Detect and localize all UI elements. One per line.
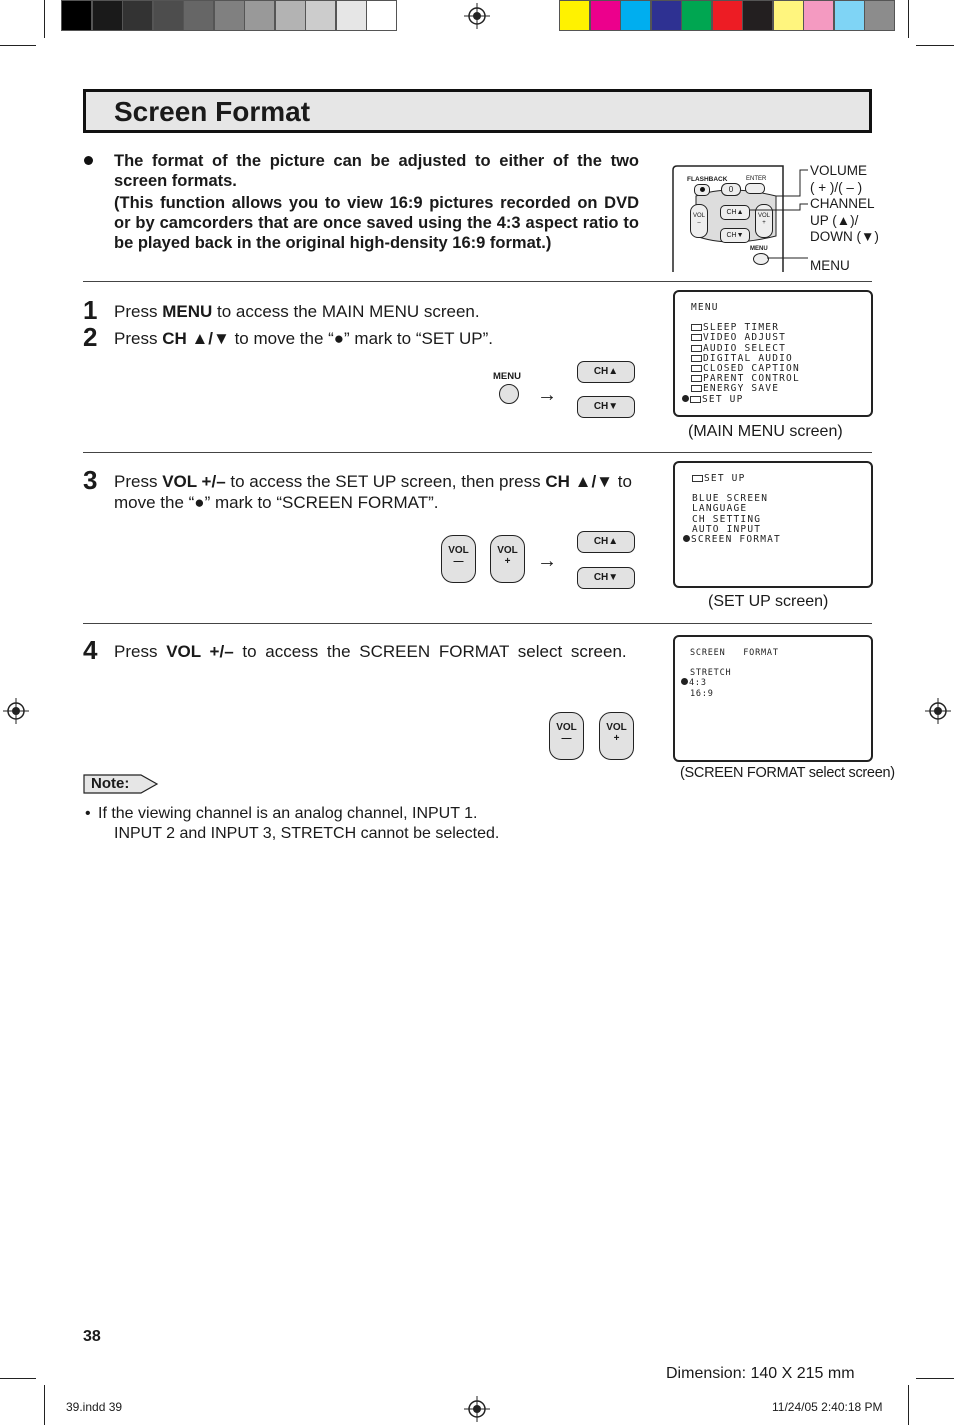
- page-title-bar: [83, 89, 872, 133]
- bullet-icon: [83, 154, 97, 168]
- osd-menu-item[interactable]: 16:9: [690, 688, 714, 699]
- registration-mark-icon: [925, 698, 951, 724]
- section-divider: [83, 623, 872, 624]
- crop-mark: [44, 1385, 45, 1425]
- color-swatch: [681, 0, 712, 31]
- crop-mark: [916, 45, 954, 46]
- menu-icon: [690, 396, 701, 403]
- registration-mark-icon: [3, 698, 29, 724]
- page-title: Screen Format: [114, 96, 311, 127]
- section-divider: [83, 452, 872, 453]
- menu-icon: [691, 324, 702, 331]
- crop-mark: [0, 1378, 36, 1379]
- step-3-text: Press VOL +/– to access the SET UP screen, then press CH ▲/▼ to move the “●” mark to “SCREEN FORMAT”.: [114, 472, 632, 512]
- menu-icon: [691, 355, 702, 362]
- menu-button-label: MENU: [493, 371, 521, 382]
- menu-icon: [692, 475, 703, 482]
- setup-menu-screen: [673, 461, 873, 588]
- osd-menu-item[interactable]: PARENT CONTROL: [691, 374, 800, 384]
- remote-label-volume-pm: ( + )/( – ): [810, 180, 863, 195]
- remote-label-channel: CHANNEL: [810, 196, 875, 211]
- osd-menu-item[interactable]: AUTO INPUT: [692, 523, 762, 535]
- remote-callout-lines: [668, 162, 808, 274]
- gray-swatch: [61, 0, 92, 31]
- dimension-text: Dimension: 140 X 215 mm: [666, 1365, 855, 1382]
- step-number: 2: [83, 322, 98, 352]
- osd-menu-item[interactable]: ENERGY SAVE: [691, 384, 800, 394]
- remote-label-volume: VOLUME: [810, 163, 868, 178]
- section-divider: [83, 281, 872, 282]
- gray-swatch: [92, 0, 123, 31]
- remote-vol-plus-button[interactable]: VOL +: [755, 204, 773, 238]
- registration-mark-icon: [464, 3, 490, 29]
- gray-swatch: [183, 0, 214, 31]
- flashback-label: FLASHBACK: [687, 176, 728, 183]
- osd-menu-item[interactable]: STRETCH: [690, 668, 732, 679]
- screen-format-screen: [673, 635, 873, 762]
- gray-swatch: [275, 0, 306, 31]
- page-number: 38: [83, 1328, 101, 1345]
- step-number: 3: [83, 465, 98, 495]
- menu-icon: [691, 365, 702, 372]
- zero-button[interactable]: 0: [721, 183, 741, 196]
- note-line-1: If the viewing channel is an analog channel, INPUT 1.: [98, 805, 478, 822]
- osd-header: SCREEN FORMAT: [690, 648, 779, 658]
- color-swatch: [651, 0, 682, 31]
- menu-icon: [691, 375, 702, 382]
- gray-swatch: [305, 0, 336, 31]
- intro-text: The format of the picture can be adjusted to either of the two screen formats.: [114, 152, 639, 190]
- osd-menu-item[interactable]: CLOSED CAPTION: [691, 364, 800, 374]
- gray-swatch: [366, 0, 397, 31]
- ch-down-button[interactable]: CH▼: [577, 567, 635, 589]
- osd-menu-item[interactable]: AUDIO SELECT: [691, 344, 800, 354]
- step-2-text: Press CH ▲/▼ to move the “●” mark to “SET UP”.: [114, 329, 493, 348]
- remote-ch-down-button[interactable]: CH▼: [720, 228, 750, 243]
- gray-swatch: [153, 0, 184, 31]
- slug-filename: 39.indd 39: [66, 1400, 123, 1414]
- color-swatch: [712, 0, 743, 31]
- vol-minus-button[interactable]: VOL —: [549, 712, 584, 760]
- color-swatch: [559, 0, 590, 31]
- ch-up-button[interactable]: CH▲: [577, 531, 635, 553]
- screen-format-caption: (SCREEN FORMAT select screen): [680, 765, 895, 781]
- crop-mark: [44, 0, 45, 38]
- remote-vol-minus-button[interactable]: VOL –: [690, 204, 708, 238]
- osd-header: SET UP: [692, 474, 781, 484]
- menu-icon: [691, 345, 702, 352]
- osd-menu-item[interactable]: VIDEO ADJUST: [691, 333, 800, 343]
- slug-timestamp: 11/24/05 2:40:18 PM: [772, 1400, 883, 1414]
- osd-menu-item[interactable]: SET UP: [682, 395, 800, 405]
- selection-dot-icon: [681, 678, 688, 685]
- gray-swatch: [244, 0, 275, 31]
- menu-icon: [691, 334, 702, 341]
- gray-swatch: [122, 0, 153, 31]
- osd-header: MENU: [691, 302, 719, 313]
- crop-mark: [916, 1378, 954, 1379]
- step-1-text: Press MENU to access the MAIN MENU screen.: [114, 302, 480, 321]
- remote-label-down: DOWN (▼): [810, 229, 879, 244]
- osd-menu-item[interactable]: LANGUAGE: [692, 503, 748, 515]
- step-4-text: Press VOL +/– to access the SCREEN FORMAT select screen.: [114, 642, 627, 661]
- osd-menu-item[interactable]: DIGITAL AUDIO: [691, 354, 800, 364]
- note-line-2: INPUT 2 and INPUT 3, STRETCH cannot be selected.: [114, 825, 500, 842]
- color-swatch: [773, 0, 804, 31]
- osd-menu-item[interactable]: CH SETTING: [692, 513, 762, 525]
- vol-plus-button[interactable]: VOL +: [599, 712, 634, 760]
- color-swatch: [590, 0, 621, 31]
- osd-menu-item[interactable]: 4:3: [681, 678, 779, 688]
- remote-menu-label: MENU: [750, 246, 768, 252]
- selection-dot-icon: [682, 395, 689, 402]
- color-swatch: [803, 0, 834, 31]
- ch-up-button[interactable]: CH▲: [577, 361, 635, 383]
- remote-illustration: [668, 162, 808, 274]
- gray-swatch: [336, 0, 367, 31]
- remote-ch-up-button[interactable]: CH▲: [720, 205, 750, 220]
- color-swatch: [742, 0, 773, 31]
- registration-mark-icon: [464, 1396, 490, 1422]
- enter-label: ENTER: [746, 176, 767, 182]
- main-menu-screen: [673, 290, 873, 417]
- step-number: 4: [83, 635, 98, 665]
- main-menu-caption: (MAIN MENU screen): [688, 423, 843, 440]
- color-swatch: [864, 0, 895, 31]
- setup-menu-caption: (SET UP screen): [708, 593, 829, 610]
- arrow-icon: →: [537, 384, 557, 406]
- remote-label-up: UP (▲)/: [810, 213, 859, 228]
- note-bullet: •: [85, 805, 91, 822]
- crop-mark: [908, 1385, 909, 1425]
- gray-swatch: [214, 0, 245, 31]
- osd-menu-item[interactable]: SLEEP TIMER: [691, 323, 800, 333]
- selection-dot-icon: [683, 535, 690, 542]
- menu-button[interactable]: [499, 384, 519, 404]
- note-tag: [83, 774, 159, 794]
- osd-menu-item[interactable]: BLUE SCREEN: [692, 493, 769, 505]
- crop-mark: [908, 0, 909, 38]
- color-swatch: [620, 0, 651, 31]
- ch-down-button[interactable]: CH▼: [577, 396, 635, 418]
- vol-minus-button[interactable]: VOL —: [441, 535, 476, 583]
- osd-menu-item[interactable]: SCREEN FORMAT: [683, 535, 781, 545]
- step-number: 1: [83, 295, 98, 325]
- arrow-icon: →: [537, 550, 557, 572]
- crop-mark: [0, 45, 36, 46]
- note-label: Note:: [91, 775, 130, 792]
- intro-note: (This function allows you to view 16:9 pictures recorded on DVD or by camcorders that are once saved using the 4:3 aspect ratio to be played back in the original high-density 16:9 format.): [114, 194, 639, 252]
- menu-icon: [691, 385, 702, 392]
- color-swatch: [834, 0, 865, 31]
- remote-label-menu: MENU: [810, 258, 850, 273]
- vol-plus-button[interactable]: VOL +: [490, 535, 525, 583]
